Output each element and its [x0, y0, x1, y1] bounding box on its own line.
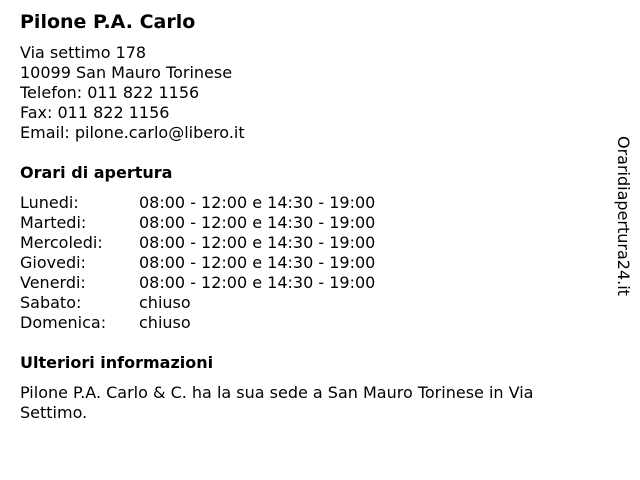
- hours-row-monday: [20, 193, 600, 213]
- hours-day: Domenica:: [20, 313, 107, 332]
- hours-time: chiuso: [139, 313, 191, 332]
- address-city: 10099 San Mauro Torinese: [20, 63, 233, 82]
- info-heading: Ulteriori informazioni: [20, 353, 214, 372]
- phone-line: Telefon: 011 822 1156: [20, 83, 200, 102]
- hours-row-saturday: [20, 293, 600, 313]
- hours-time: 08:00 - 12:00 e 14:30 - 19:00: [139, 253, 376, 272]
- hours-row-tuesday: [20, 213, 600, 233]
- site-watermark: [613, 136, 633, 308]
- hours-row-friday: [20, 273, 600, 293]
- hours-day: Venerdi:: [20, 273, 86, 292]
- hours-time: chiuso: [139, 293, 191, 312]
- hours-day: Sabato:: [20, 293, 82, 312]
- hours-time: 08:00 - 12:00 e 14:30 - 19:00: [139, 273, 376, 292]
- hours-day: Martedi:: [20, 213, 87, 232]
- hours-time: 08:00 - 12:00 e 14:30 - 19:00: [139, 193, 376, 212]
- hours-day: Giovedi:: [20, 253, 86, 272]
- email-line: Email: pilone.carlo@libero.it: [20, 123, 245, 142]
- site-watermark-text: Oraridiapertura24.it: [614, 136, 633, 296]
- hours-heading: Orari di apertura: [20, 163, 173, 182]
- hours-row-wednesday: [20, 233, 600, 253]
- hours-time: 08:00 - 12:00 e 14:30 - 19:00: [139, 233, 376, 252]
- address-street: Via settimo 178: [20, 43, 147, 62]
- hours-day: Mercoledi:: [20, 233, 103, 252]
- contact-block: [20, 43, 600, 143]
- hours-day: Lunedi:: [20, 193, 79, 212]
- hours-table: [20, 193, 600, 333]
- hours-row-thursday: [20, 253, 600, 273]
- business-name: Pilone P.A. Carlo: [20, 11, 196, 33]
- fax-line: Fax: 011 822 1156: [20, 103, 170, 122]
- hours-time: 08:00 - 12:00 e 14:30 - 19:00: [139, 213, 376, 232]
- hours-row-sunday: [20, 313, 600, 333]
- business-card: [20, 10, 600, 423]
- info-text: Pilone P.A. Carlo & C. ha la sua sede a San Mauro Torinese in Via Settimo.: [20, 383, 534, 422]
